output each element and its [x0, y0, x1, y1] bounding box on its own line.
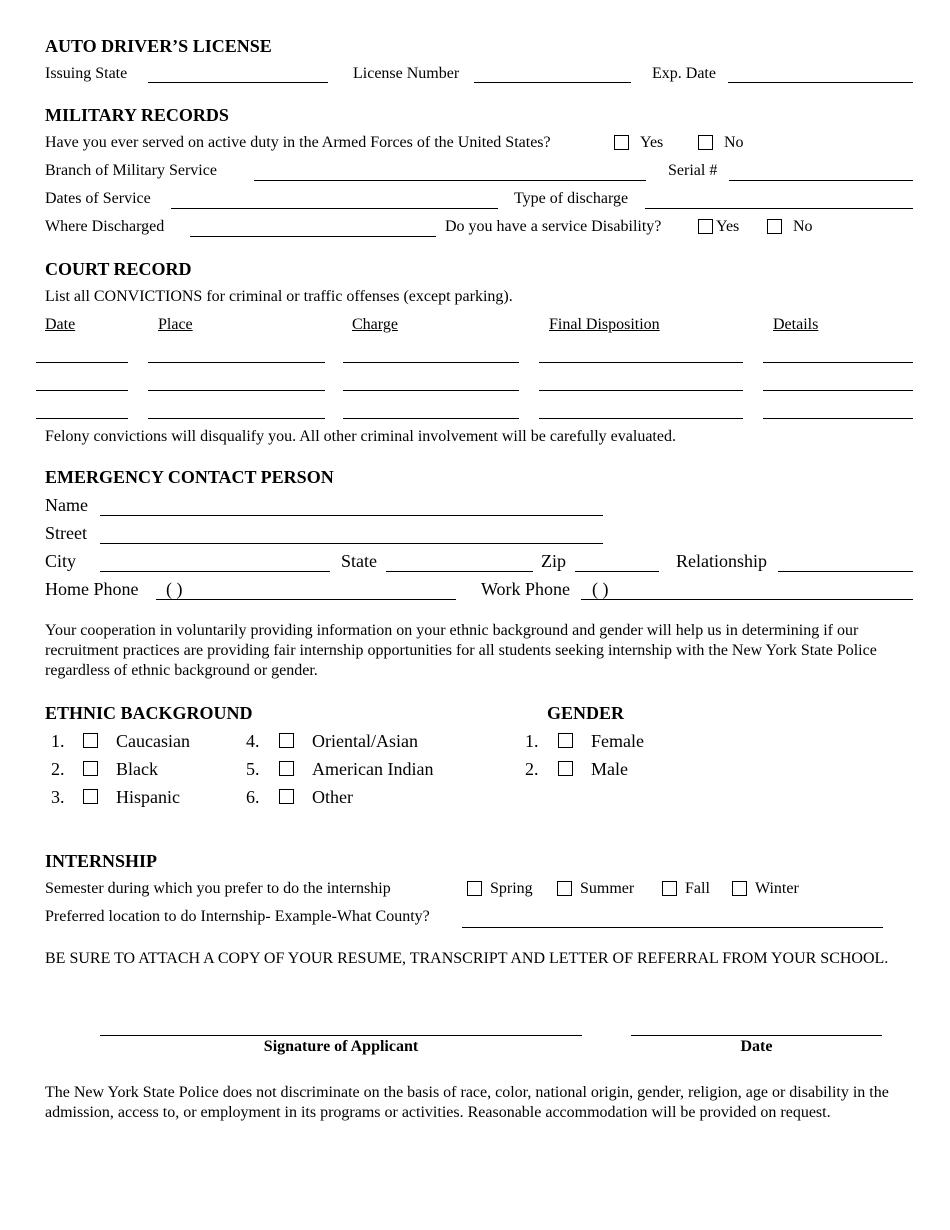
signature-date-field[interactable] [631, 1035, 882, 1036]
work-phone-area-code: ( ) [592, 579, 609, 599]
gender-option-label: Female [591, 731, 644, 751]
conviction-date-field[interactable] [36, 418, 128, 419]
dates-of-service-field[interactable] [171, 208, 498, 209]
semester-option-label: Summer [580, 880, 635, 897]
discharge-type-field[interactable] [645, 208, 913, 209]
conviction-details-field[interactable] [763, 418, 913, 419]
gender-female-checkbox[interactable] [558, 733, 573, 748]
exp-date-label: Exp. Date [652, 65, 716, 82]
issuing-state-field[interactable] [148, 82, 328, 83]
semester-option-label: Spring [490, 880, 533, 897]
column-header-details: Details [773, 316, 819, 333]
disability-no-checkbox[interactable] [767, 219, 782, 234]
contact-zip-label: Zip [541, 551, 566, 571]
ethnic-option-label: Oriental/Asian [312, 731, 418, 751]
active-duty-yes-checkbox[interactable] [614, 135, 629, 150]
semester-option-label: Fall [685, 880, 710, 897]
conviction-disposition-field[interactable] [539, 362, 743, 363]
home-phone-field[interactable] [156, 599, 456, 600]
contact-name-label: Name [45, 495, 88, 515]
disability-yes-checkbox[interactable] [698, 219, 713, 234]
conviction-charge-field[interactable] [343, 362, 519, 363]
where-discharged-label: Where Discharged [45, 218, 165, 235]
disability-no-label: No [793, 218, 813, 235]
conviction-place-field[interactable] [148, 362, 325, 363]
non-discrimination-disclaimer: The New York State Police does not discriminate on the basis of race, color, national origin, gender, religion, age or disability in the admission, access to, or employment in its programs or activities. Reasonable accommodation will be provided on request. [45, 1084, 889, 1121]
conviction-disposition-field[interactable] [539, 418, 743, 419]
gender-option-label: Male [591, 759, 628, 779]
license-number-field[interactable] [474, 82, 631, 83]
column-header-charge: Charge [352, 316, 398, 333]
contact-street-field[interactable] [100, 543, 603, 544]
attach-notice: BE SURE TO ATTACH A COPY OF YOUR RESUME, TRANSCRIPT AND LETTER OF REFERRAL FROM YOUR SCHOOL. [45, 950, 889, 967]
column-header-final-disposition: Final Disposition [549, 316, 660, 333]
felony-note: Felony convictions will disqualify you. All other criminal involvement will be carefully evaluated. [45, 428, 676, 445]
where-discharged-field[interactable] [190, 236, 436, 237]
conviction-disposition-field[interactable] [539, 390, 743, 391]
license-number-label: License Number [353, 65, 460, 82]
semester-spring-checkbox[interactable] [467, 881, 482, 896]
signature-field[interactable] [100, 1035, 582, 1036]
home-phone-label: Home Phone [45, 579, 139, 599]
ethnic-option-number: 1. [51, 731, 65, 751]
semester-fall-checkbox[interactable] [662, 881, 677, 896]
active-duty-yes-label: Yes [640, 134, 664, 151]
ethnic-option-number: 3. [51, 787, 65, 807]
work-phone-field[interactable] [581, 599, 913, 600]
conviction-date-field[interactable] [36, 362, 128, 363]
conviction-place-field[interactable] [148, 390, 325, 391]
ethnic-option-number: 5. [246, 759, 260, 779]
ethnic-option-number: 2. [51, 759, 65, 779]
ethnic-option-number: 6. [246, 787, 260, 807]
semester-summer-checkbox[interactable] [557, 881, 572, 896]
discharge-type-label: Type of discharge [514, 190, 629, 207]
ethnic-option-number: 4. [246, 731, 260, 751]
contact-city-label: City [45, 551, 77, 571]
dates-of-service-label: Dates of Service [45, 190, 151, 207]
gender-male-checkbox[interactable] [558, 761, 573, 776]
gender-option-number: 1. [525, 731, 539, 751]
serial-field[interactable] [729, 180, 913, 181]
ethnic-option-label: Caucasian [116, 731, 190, 751]
location-label: Preferred location to do Internship- Example-What County? [45, 908, 430, 925]
ethnic-american-indian-checkbox[interactable] [279, 761, 294, 776]
column-header-place: Place [158, 316, 193, 333]
conviction-details-field[interactable] [763, 362, 913, 363]
signature-date-label: Date [740, 1038, 773, 1055]
gender-option-number: 2. [525, 759, 539, 779]
semester-winter-checkbox[interactable] [732, 881, 747, 896]
ethnic-other-checkbox[interactable] [279, 789, 294, 804]
semester-label: Semester during which you prefer to do the internship [45, 880, 391, 897]
branch-field[interactable] [254, 180, 646, 181]
internship-section-title: INTERNSHIP [45, 851, 158, 871]
contact-state-field[interactable] [386, 571, 533, 572]
contact-name-field[interactable] [100, 515, 603, 516]
serial-label: Serial # [668, 162, 718, 179]
disability-question: Do you have a service Disability? [445, 218, 662, 235]
preferred-location-field[interactable] [462, 927, 883, 928]
contact-street-label: Street [45, 523, 87, 543]
contact-zip-field[interactable] [575, 571, 659, 572]
signature-label: Signature of Applicant [263, 1038, 419, 1055]
contact-relationship-field[interactable] [778, 571, 913, 572]
ethnic-section-title: ETHNIC BACKGROUND [45, 703, 253, 723]
ethnic-option-label: American Indian [312, 759, 434, 779]
license-section-title: AUTO DRIVER’S LICENSE [45, 36, 272, 56]
home-phone-area-code: ( ) [166, 579, 183, 599]
ethnic-oriental-asian-checkbox[interactable] [279, 733, 294, 748]
gender-section-title: GENDER [547, 703, 625, 723]
cooperation-paragraph: Your cooperation in voluntarily providing information on your ethnic background and gender will help us in determining if our recruitment practices are providing fair internship opportunities for all students seeking internship with the New York State Police regardless of ethnic background or gender. [45, 622, 877, 679]
active-duty-no-label: No [724, 134, 744, 151]
contact-state-label: State [341, 551, 377, 571]
ethnic-caucasian-checkbox[interactable] [83, 733, 98, 748]
court-section-title: COURT RECORD [45, 259, 192, 279]
ethnic-option-label: Black [116, 759, 158, 779]
military-section-title: MILITARY RECORDS [45, 105, 229, 125]
issuing-state-label: Issuing State [45, 65, 128, 82]
court-instructions: List all CONVICTIONS for criminal or traffic offenses (except parking). [45, 288, 513, 305]
contact-relationship-label: Relationship [676, 551, 767, 571]
conviction-place-field[interactable] [148, 418, 325, 419]
column-header-date: Date [45, 316, 76, 333]
ethnic-hispanic-checkbox[interactable] [83, 789, 98, 804]
contact-city-field[interactable] [100, 571, 330, 572]
active-duty-question: Have you ever served on active duty in the Armed Forces of the United States? [45, 134, 551, 151]
ethnic-option-label: Hispanic [116, 787, 180, 807]
ethnic-black-checkbox[interactable] [83, 761, 98, 776]
semester-option-label: Winter [755, 880, 799, 897]
ethnic-option-label: Other [312, 787, 353, 807]
conviction-charge-field[interactable] [343, 390, 519, 391]
conviction-charge-field[interactable] [343, 418, 519, 419]
conviction-details-field[interactable] [763, 390, 913, 391]
exp-date-field[interactable] [728, 82, 913, 83]
branch-label: Branch of Military Service [45, 162, 217, 179]
emergency-section-title: EMERGENCY CONTACT PERSON [45, 467, 334, 487]
active-duty-no-checkbox[interactable] [698, 135, 713, 150]
disability-yes-label: Yes [716, 218, 740, 235]
work-phone-label: Work Phone [481, 579, 571, 599]
conviction-date-field[interactable] [36, 390, 128, 391]
